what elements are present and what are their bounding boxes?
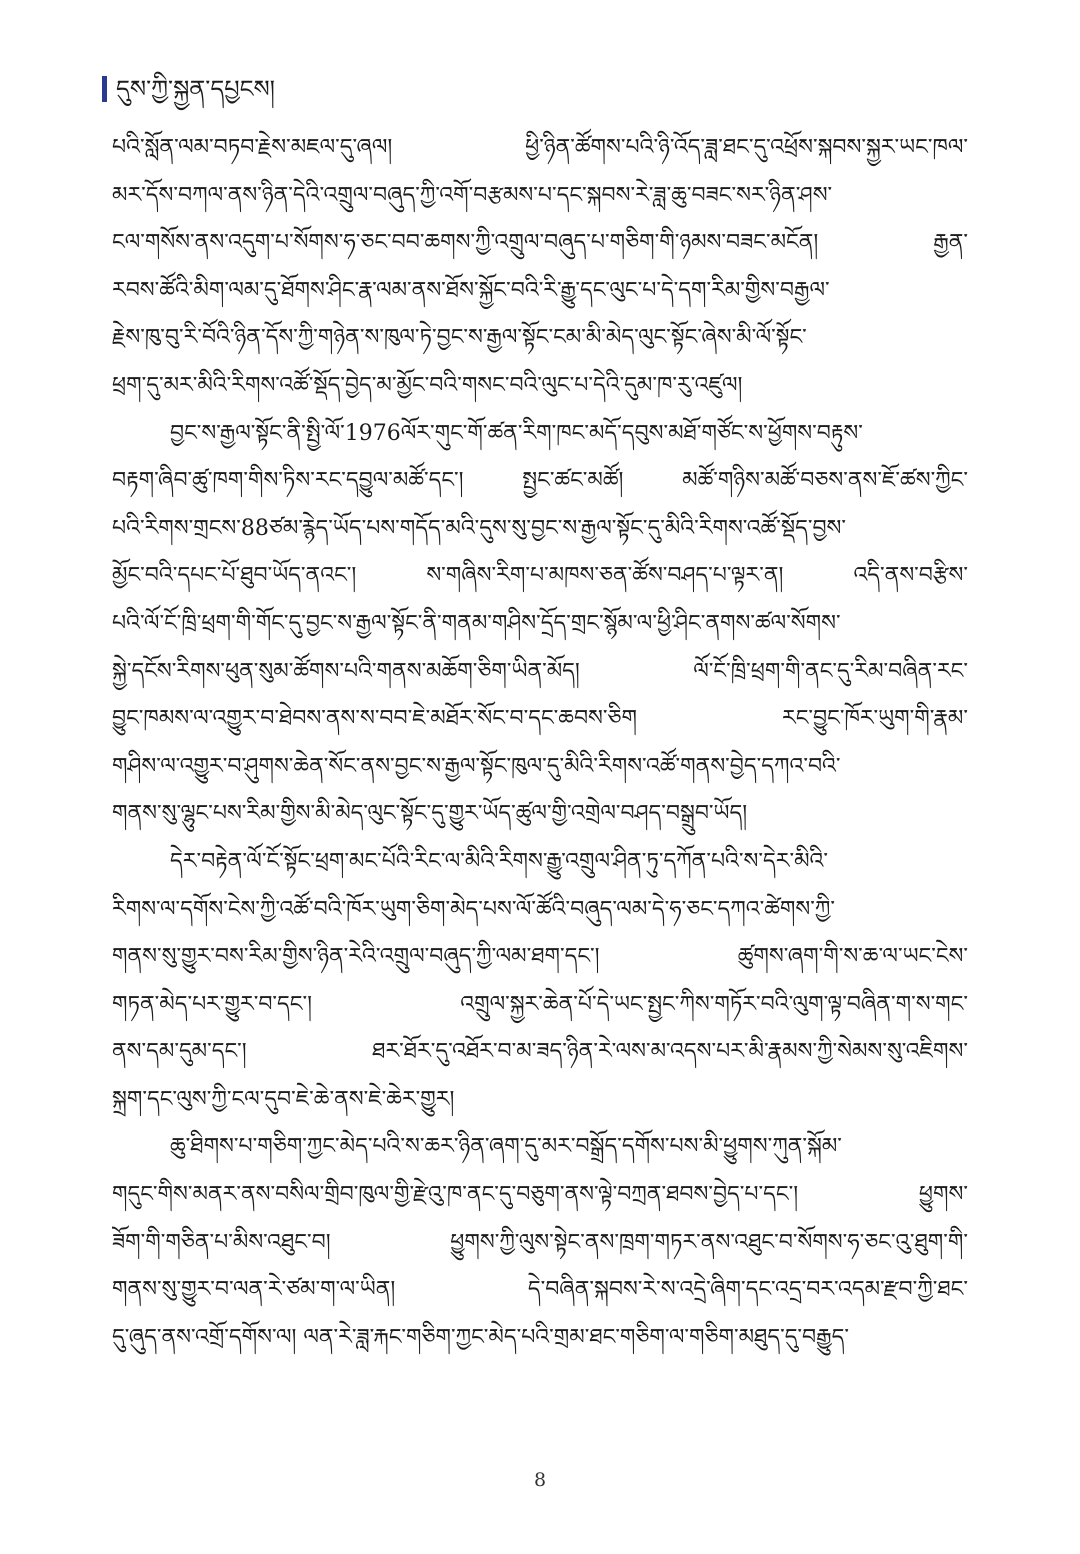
text-line: གདུང་གིས་མནར་ནས་བསིལ་གྲིབ་ཁུལ་གྱི་རྫེའུ་ཁ་ནང་དུ་བཅུག་ནས་ལྟེ་བཀྲན་ཐབས་བྱེད་པ་དང་། ཕྱུགས་ xyxy=(112,1182,968,1208)
paragraph xyxy=(112,410,968,838)
text-line: གནས་སུ་གྱུར་བས་རིམ་གྱིས་ཉིན་རེའི་འགྲུལ་བཞུད་ཀྱི་ལམ་ཐག་དང་། ཚུགས་ཞག་གི་ས་ཆ་ལ་ཡང་ངེས་ xyxy=(112,944,968,970)
paragraph xyxy=(112,124,968,410)
section-heading xyxy=(102,74,275,104)
text-line: གནས་སུ་གྱུར་བ་ལན་རེ་ཙམ་ག་ལ་ཡིན། དེ་བཞིན་སྐབས་རེ་ས་འདྲེ་ཞིག་དང་འདྲ་བར་འདམ་རྫབ་ཀྱི་ཐང་ xyxy=(112,1277,968,1303)
text-line: བྱུང་ཁམས་ལ་འགྱུར་བ་ཐེབས་ནས་ས་བབ་ཇེ་མཐོར་སོང་བ་དང་ཆབས་ཅིག རང་བྱུང་ཁོར་ཡུག་གི་རྣམ་ xyxy=(112,706,968,732)
text-line: སྐྱེ་དངོས་རིགས་ཕུན་སུམ་ཚོགས་པའི་གནས་མཆོག་ཅིག་ཡིན་མོད། ལོ་ངོ་ཁྲི་ཕྲག་གི་ནང་དུ་རིམ་བཞིན་རང་ xyxy=(112,658,968,684)
text-line: པའི་སློན་ལམ་བཏབ་རྗེས་མཇལ་དུ་ཞལ། ཕྱི་ཉིན་ཚོགས་པའི་ཉི་འོད་ཟླ་ཐང་དུ་འཕྲོས་སྐབས་སྐྱར་ཡང་ཁལ་ xyxy=(112,135,968,160)
paragraph xyxy=(112,838,968,1124)
text-line: ཆུ་ཐིགས་པ་གཅིག་ཀྱང་མེད་པའི་ས་ཆར་ཉིན་ཞག་དུ་མར་བསྒྲོད་དགོས་པས་མི་ཕྱུགས་ཀུན་སྐོམ་ xyxy=(170,1134,842,1160)
text-line: རིགས་ལ་དགོས་ངེས་ཀྱི་འཚོ་བའི་ཁོར་ཡུག་ཅིག་མེད་པས་ལོ་ཚོའི་བཞུད་ལམ་དེ་ཧ་ཅང་དཀའ་ཚེགས་ཀྱི་ xyxy=(112,896,835,922)
text-line: ནས་དམ་དུམ་དང་། ཐར་ཐོར་དུ་འཐོར་བ་མ་ཟད་ཉིན་རེ་ལས་མ་འདས་པར་མི་རྣམས་ཀྱི་སེམས་སུ་འཇིགས་ xyxy=(112,1039,968,1065)
text-line: དུ་ཞུད་ནས་འགྲོ་དགོས་ལ། ལན་རེ་ཟླ་རྐང་གཅིག་ཀྱང་མེད་པའི་གྲམ་ཐང་གཅིག་ལ་གཅིག་མཐུད་དུ་བརྒྱུད་ xyxy=(112,1324,849,1350)
body-text xyxy=(112,124,968,1361)
text-line: གནས་སུ་ལྷུང་པས་རིམ་གྱིས་མི་མེད་ལུང་སྟོང་དུ་གྱུར་ཡོད་ཚུལ་གྱི་འགྲེལ་བཤད་བསྒྲུབ་ཡོད། xyxy=(112,801,748,827)
text-line: སྐྲག་དང་ལུས་ཀྱི་ངལ་དུབ་ཇེ་ཆེ་ནས་ཇེ་ཆེར་གྱུར། xyxy=(112,1086,455,1112)
text-line: པའི་རིགས་གྲངས་88ཙམ་རྙེད་ཡོད་པས་གདོད་མའི་དུས་སུ་བྱང་ས་རྒྱལ་སྟོང་དུ་མིའི་རིགས་འཚོ་སྡོད་བྱས་ xyxy=(112,515,847,541)
text-line: གཏན་མེད་པར་གྱུར་བ་དང་། འགྲུལ་སྐྱར་ཆེན་པོ་དེ་ཡང་སྤྱང་ཀིས་གཏོར་བའི་ལུག་ལྟ་བཞིན་ག་ས་གང་ xyxy=(112,991,968,1017)
text-line: མར་དོས་བཀལ་ནས་ཉིན་དེའི་འགྲུལ་བཞུད་ཀྱི་འགོ་བརྩམས་པ་དང་སྐབས་རེ་ཟླ་ཆུ་བཟང་སར་ཉིན་ཤས་ xyxy=(112,182,833,208)
text-line: རབས་ཚོའི་མིག་ལམ་དུ་ཐོགས་ཤིང་རྣ་ལམ་ནས་ཐོས་སྐྱོང་བའི་རི་རྒྱུ་དང་ལུང་པ་དེ་དག་རིམ་གྱིས་བརྒྱལ་ xyxy=(112,277,830,303)
text-line: ངལ་གསོས་ནས་འདུག་པ་སོགས་ཧ་ཅང་བབ་ཆགས་ཀྱི་འགྲུལ་བཞུད་པ་གཅིག་གི་ཉམས་བཟང་མངོན། རྒྱན་ xyxy=(112,230,968,256)
text-line: ཕྲག་དུ་མར་མིའི་རིགས་འཚོ་སྡོད་བྱེད་མ་མྱོང་བའི་གསང་བའི་ལུང་པ་དེའི་དུམ་ཁ་རུ་འཛུལ། xyxy=(112,372,743,398)
text-line: ཟོག་གི་གཅིན་པ་མིས་འཐུང་བ། ཕྱུགས་ཀྱི་ལུས་སྟེང་ནས་ཁྲག་གཏར་ནས་འཐུང་བ་སོགས་ཧ་ཅང་འུ་ཐུག་གི་ xyxy=(112,1229,968,1255)
paragraph xyxy=(112,1123,968,1361)
text-line: བརྟག་ཞིབ་ཚུ་ཁག་གིས་ཏིས་རང་དབྱུལ་མཚོ་དང་། སྤྱང་ཚང་མཚོ། མཚོ་གཉིས་མཚོ་བཅས་ནས་ཇོ་ཚས་ཀྱིང་ xyxy=(112,468,968,494)
text-line: པའི་ལོ་ངོ་ཁྲི་ཕྲག་གི་གོང་དུ་བྱང་ས་རྒྱལ་སྟོང་ནི་གནམ་གཤིས་དྲོད་གྲང་སྙོམ་ལ་ཕྱི་ཤིང་ནགས་ཚལ་སོགས་ xyxy=(112,610,841,636)
page-number: 8 xyxy=(533,1469,547,1491)
heading-accent-bar xyxy=(102,76,107,102)
heading-text: དུས་ཀྱི་སྐྱན་དཔྱངས། xyxy=(116,75,275,103)
text-line: བྱང་ས་རྒྱལ་སྟོང་ནི་སྤྱི་ལོ་1976ལོར་གུང་གོ་ཚན་རིག་ཁང་མདོ་དབུས་མཐོ་གཙོང་ས་ཕྱོགས་བརྟུས་ xyxy=(170,420,863,446)
text-line: རྗེས་ཁུ་བུ་རི་བོའི་ཉིན་དོས་ཀྱི་གཉེན་ས་ཁུལ་ཏེ་བྱང་ས་རྒྱལ་སྟོང་ངམ་མི་མེད་ལུང་སྟོང་ཞེས་མི་ལོ་སྟོང་ xyxy=(112,325,807,351)
text-line: དེར་བརྟེན་ལོ་ངོ་སྟོང་ཕྲག་མང་པོའི་རིང་ལ་མིའི་རིགས་རྒྱུ་འགྲུལ་ཤིན་ཏུ་དཀོན་པའི་ས་དེར་མིའི་ xyxy=(170,848,829,874)
text-line: གཤིས་ལ་འགྱུར་བ་ཤུགས་ཆེན་སོང་ནས་བྱང་ས་རྒྱལ་སྟོང་ཁུལ་དུ་མིའི་རིགས་འཚོ་གནས་བྱེད་དཀའ་བའི་ xyxy=(112,753,841,779)
text-line: མྱོང་བའི་དཔང་པོ་ཐུབ་ཡོད་ནའང་། ས་གཞིས་རིག་པ་མཁས་ཅན་ཚོས་བཤད་པ་ལྟར་ན། འདི་ནས་བརྩིས་ xyxy=(112,563,968,589)
